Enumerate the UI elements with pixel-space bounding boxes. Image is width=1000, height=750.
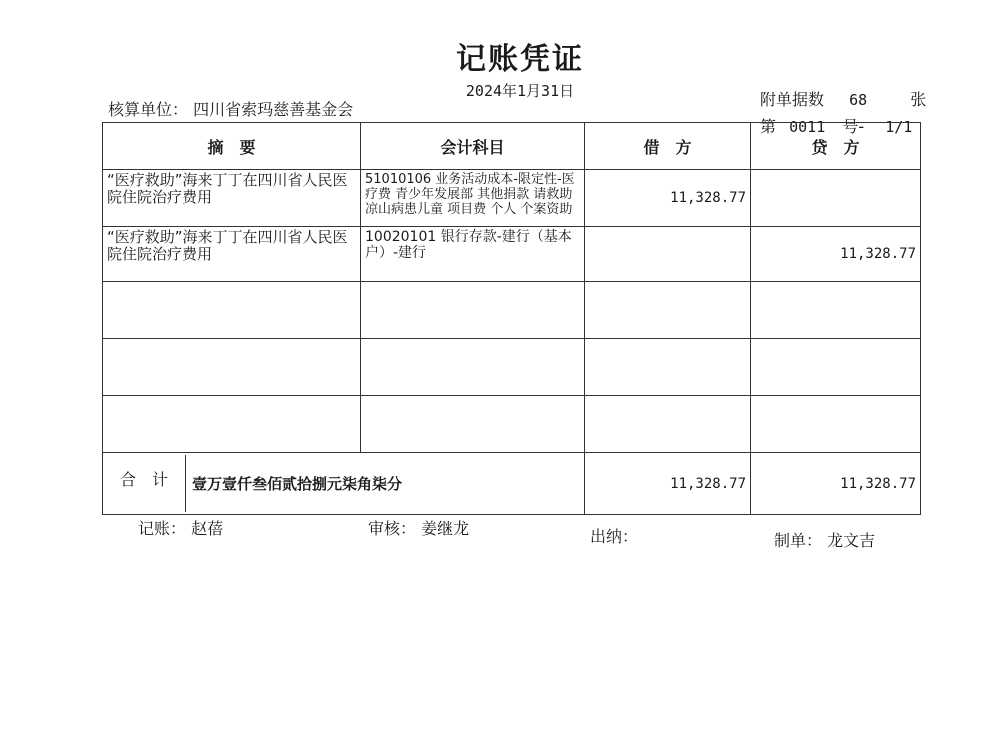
signature-bookkeeper — [138, 516, 223, 539]
voucher-table — [102, 122, 921, 515]
table-row — [103, 227, 921, 282]
attach-label: 附单据数 — [760, 90, 825, 109]
unit-label: 核算单位： — [108, 100, 189, 119]
cashier-label: 出纳： — [590, 527, 639, 546]
table-row — [103, 170, 921, 227]
preparer-label: 制单： — [774, 531, 823, 550]
voucher-title: 记账凭证 — [456, 42, 584, 77]
attach-unit: 张 — [910, 90, 927, 109]
voucher-no-value: 0011 — [789, 118, 826, 136]
row-account: 10020101 银行存款-建行（基本户）-建行 — [361, 227, 585, 282]
reviewer-label: 审核： — [368, 519, 417, 538]
attachment-count — [760, 87, 926, 110]
row-debit — [585, 227, 751, 282]
row-debit: 11,328.77 — [585, 170, 751, 227]
col-header-credit: 贷 方 — [751, 123, 921, 170]
row-credit: 11,328.77 — [751, 227, 921, 282]
voucher-date: 2024年1月31日 — [465, 82, 575, 100]
empty-row — [103, 282, 921, 339]
signature-preparer — [774, 528, 875, 551]
voucher-page: 1/1 — [885, 118, 913, 136]
total-cell — [103, 453, 585, 515]
accounting-unit — [108, 97, 353, 120]
empty-row — [103, 396, 921, 453]
unit-name: 四川省索玛慈善基金会 — [193, 100, 354, 119]
preparer-name: 龙文吉 — [827, 531, 876, 550]
row-credit — [751, 170, 921, 227]
signature-reviewer — [368, 516, 469, 539]
col-header-summary: 摘 要 — [103, 123, 361, 170]
reviewer-name: 姜继龙 — [421, 519, 470, 538]
empty-row — [103, 339, 921, 396]
bookkeeper-name: 赵蓓 — [191, 519, 224, 538]
voucher-prefix: 第 — [760, 117, 777, 136]
col-header-account: 会计科目 — [361, 123, 585, 170]
table-header-row — [103, 123, 921, 170]
row-account: 51010106 业务活动成本-限定性-医疗费 青少年发展部 其他捐款 请救助凉山病患儿童 项目费 个人 个案资助 — [361, 170, 585, 227]
voucher-suffix: 号- — [842, 117, 865, 136]
total-label: 合 计 — [103, 455, 186, 512]
col-header-debit: 借 方 — [585, 123, 751, 170]
row-summary: “医疗救助”海来丁丁在四川省人民医院住院治疗费用 — [103, 170, 361, 227]
total-debit: 11,328.77 — [585, 453, 751, 515]
signature-cashier — [590, 524, 638, 547]
row-summary: “医疗救助”海来丁丁在四川省人民医院住院治疗费用 — [103, 227, 361, 282]
total-credit: 11,328.77 — [751, 453, 921, 515]
total-amount-words: 壹万壹仟叁佰贰拾捌元柒角柒分 — [192, 475, 403, 493]
bookkeeper-label: 记账： — [138, 519, 187, 538]
attach-count-value: 68 — [849, 91, 868, 109]
total-row — [103, 453, 921, 515]
